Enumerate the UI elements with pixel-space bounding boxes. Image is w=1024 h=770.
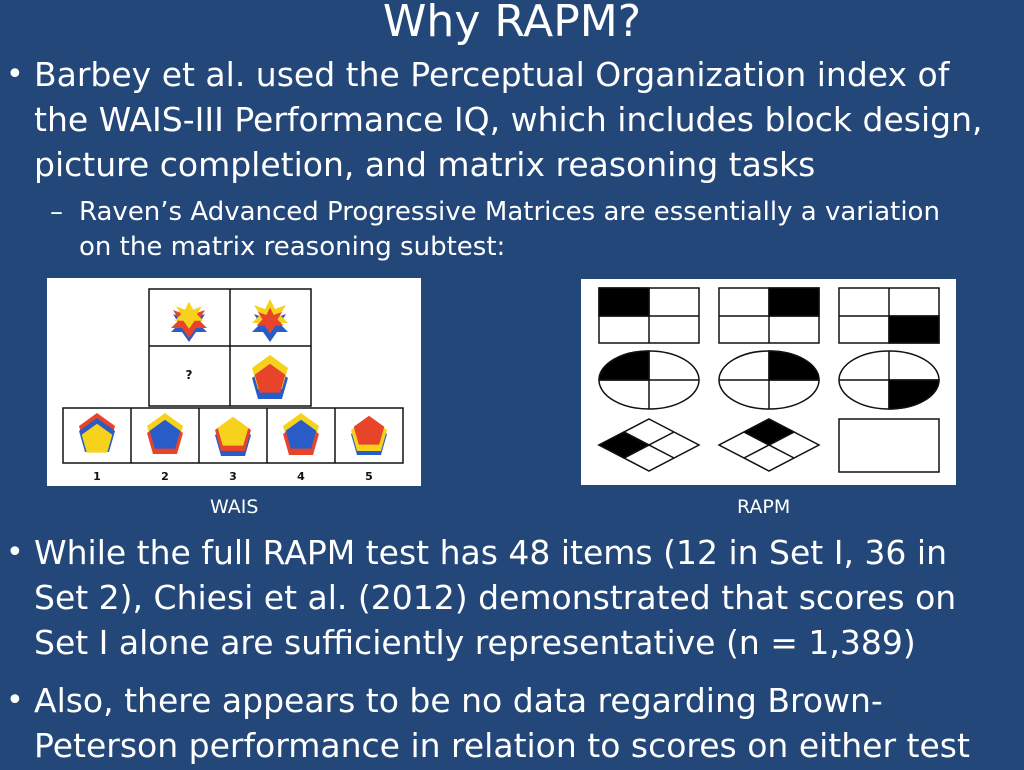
bullet-3-marker: • xyxy=(6,683,24,718)
wais-question-mark: ? xyxy=(185,368,193,382)
bullet-2-text: While the full RAPM test has 48 items (12 in Set I, 36 in Set 2), Chiesi et al. (2012) demonstrated that scores on Set I alone are sufficiently representative (n = 1,389) xyxy=(34,533,957,662)
bullet-1 xyxy=(0,52,1010,192)
wais-option-label: 4 xyxy=(297,470,305,483)
wais-matrix-image xyxy=(47,278,421,486)
star-shape xyxy=(171,302,207,342)
wais-figure xyxy=(47,278,421,486)
star-shape xyxy=(252,299,288,342)
sub-bullet-1 xyxy=(50,195,950,270)
bullet-2 xyxy=(0,530,1010,670)
rapm-figure xyxy=(581,279,956,485)
wais-option-label: 3 xyxy=(229,470,237,483)
wais-caption: WAIS xyxy=(210,496,259,518)
bullet-2-marker: • xyxy=(6,535,24,570)
rapm-matrix-image xyxy=(581,279,956,485)
slide-title: Why RAPM? xyxy=(382,0,642,47)
wais-option-label: 2 xyxy=(161,470,169,483)
bullet-3 xyxy=(0,678,1010,770)
wais-option-label: 5 xyxy=(365,470,373,483)
bullet-1-text: Barbey et al. used the Perceptual Organization index of the WAIS-III Performance IQ, which includes block design, picture completion, and matrix reasoning tasks xyxy=(34,55,983,184)
rapm-caption: RAPM xyxy=(737,496,791,518)
bullet-3-text: Also, there appears to be no data regarding Brown-Peterson performance in relation to scores on either test xyxy=(34,681,970,765)
wais-option-label: 1 xyxy=(93,470,101,483)
bullet-1-marker: • xyxy=(6,57,24,92)
sub-bullet-1-marker: – xyxy=(50,197,63,227)
sub-bullet-1-text: Raven’s Advanced Progressive Matrices are essentially a variation on the matrix reasoning subtest: xyxy=(79,197,940,262)
